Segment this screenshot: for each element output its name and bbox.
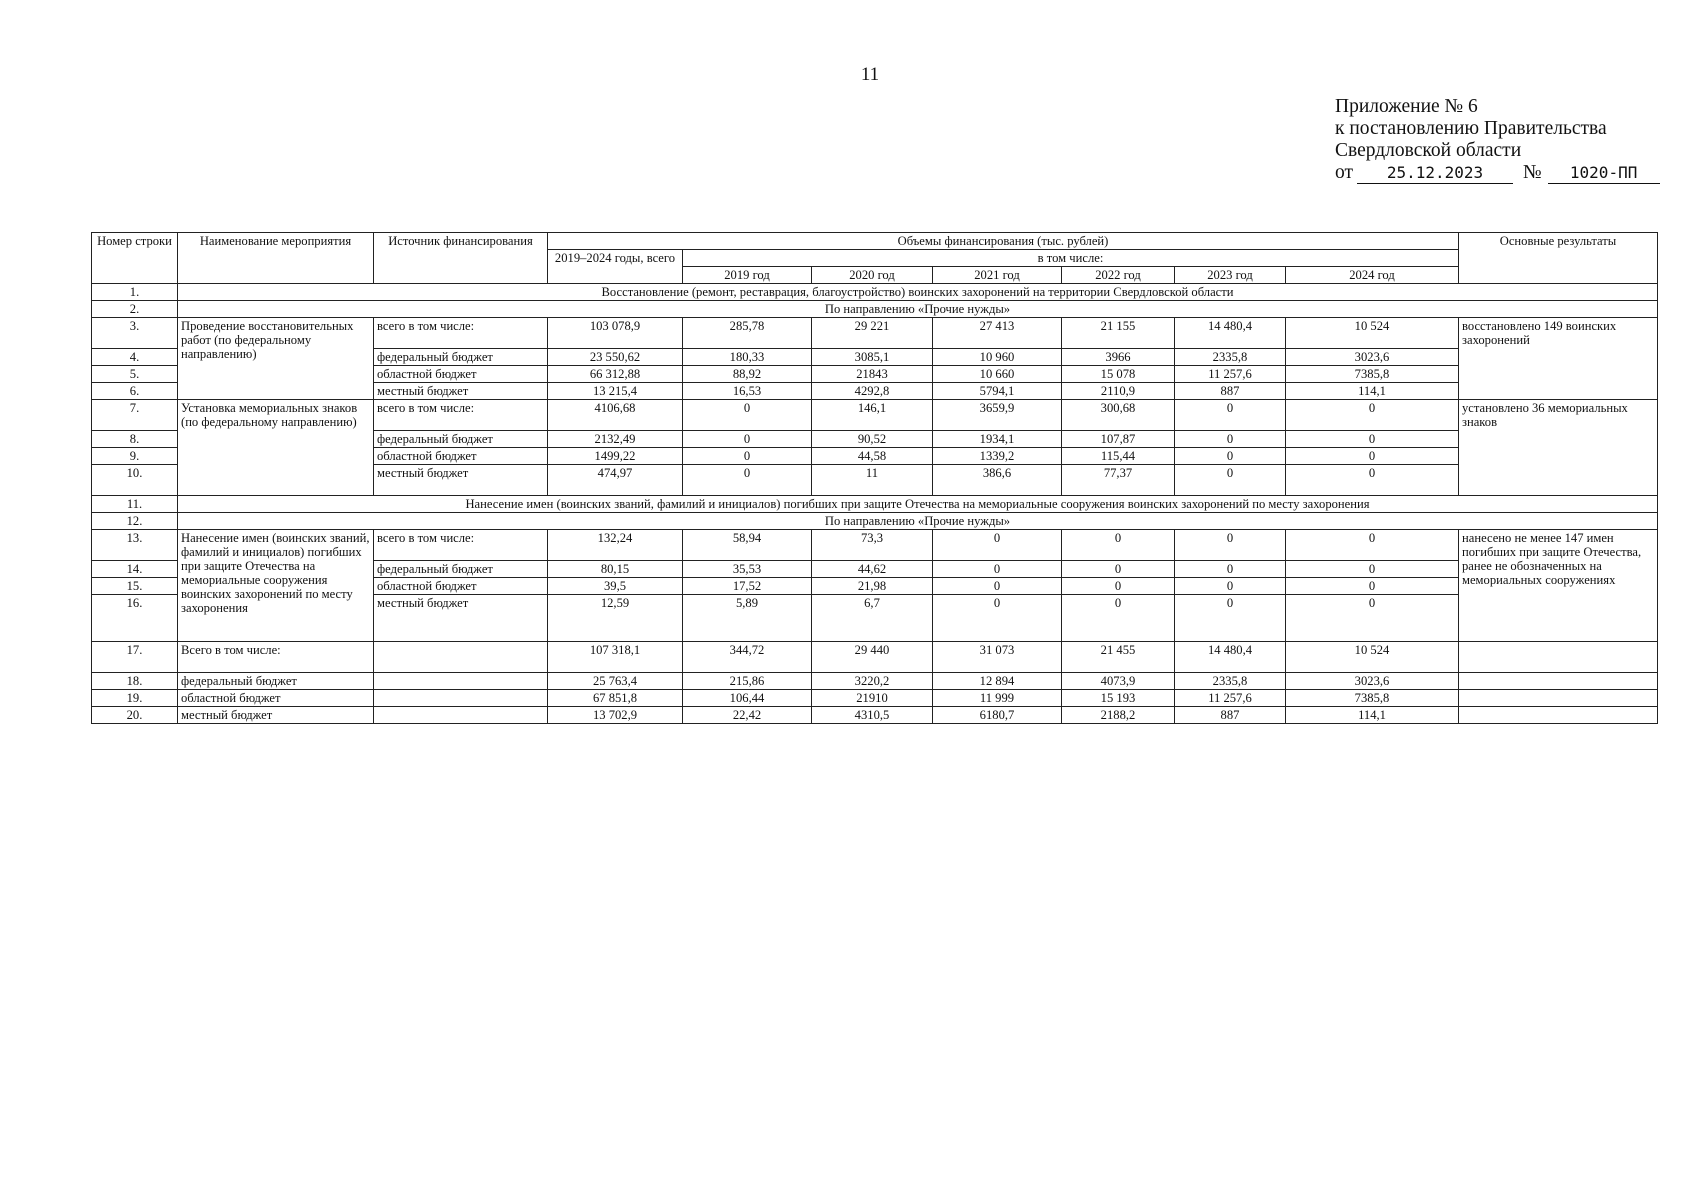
row-number: 9. [92,448,178,465]
header-funding-volumes: Объемы финансирования (тыс. рублей) [548,233,1459,250]
year-value: 22,42 [683,707,812,724]
row-number: 14. [92,561,178,578]
event-name: Установка мемориальных знаков (по федеральному направлению) [178,400,374,496]
total-value: 67 851,8 [548,690,683,707]
year-value: 44,62 [812,561,933,578]
total-value: 13 215,4 [548,383,683,400]
year-value: 0 [1175,465,1286,496]
funding-source: федеральный бюджет [374,561,548,578]
total-value: 107 318,1 [548,642,683,673]
row-number: 2. [92,301,178,318]
year-value: 4292,8 [812,383,933,400]
year-value: 3023,6 [1286,349,1459,366]
year-value: 3023,6 [1286,673,1459,690]
year-value: 3659,9 [933,400,1062,431]
year-value: 2335,8 [1175,673,1286,690]
year-value: 146,1 [812,400,933,431]
row-number: 4. [92,349,178,366]
year-value: 107,87 [1062,431,1175,448]
section-title: Восстановление (ремонт, реставрация, благоустройство) воинских захоронений на территории Свердловской области [178,284,1658,301]
year-value: 180,33 [683,349,812,366]
year-value: 6,7 [812,595,933,642]
year-value: 0 [1062,561,1175,578]
year-value: 58,94 [683,530,812,561]
subsection-title: По направлению «Прочие нужды» [178,513,1658,530]
total-value: 25 763,4 [548,673,683,690]
event-name: Нанесение имен (воинских званий, фамилий и инициалов) погибших при защите Отечества на мемориальные сооружения воинских захоронений по месту захоронения [178,530,374,642]
annex-line-resolution: к постановлению Правительства [1335,118,1607,139]
year-value: 7385,8 [1286,366,1459,383]
total-label: Всего в том числе: [178,642,374,673]
year-value: 0 [1062,578,1175,595]
header-main-results: Основные результаты [1459,233,1658,284]
row-number: 18. [92,673,178,690]
year-value: 0 [1062,595,1175,642]
year-value: 31 073 [933,642,1062,673]
funding-source: федеральный бюджет [374,431,548,448]
year-value: 1339,2 [933,448,1062,465]
year-value: 21,98 [812,578,933,595]
year-value: 344,72 [683,642,812,673]
year-value: 16,53 [683,383,812,400]
row-number: 6. [92,383,178,400]
year-value: 11 [812,465,933,496]
year-value: 0 [1286,530,1459,561]
row-number: 16. [92,595,178,642]
row-number: 12. [92,513,178,530]
row-number: 1. [92,284,178,301]
year-value: 2188,2 [1062,707,1175,724]
year-value: 29 221 [812,318,933,349]
year-value: 2110,9 [1062,383,1175,400]
resolution-date: 25.12.2023 [1357,163,1513,184]
year-value: 0 [1175,561,1286,578]
year-value: 300,68 [1062,400,1175,431]
row-number: 19. [92,690,178,707]
header-year: 2019 год [683,267,812,284]
year-value: 0 [1286,448,1459,465]
row-number: 5. [92,366,178,383]
year-value: 12 894 [933,673,1062,690]
header-row-number: Номер строки [92,233,178,284]
year-value: 0 [933,530,1062,561]
funding-source: местный бюджет [374,383,548,400]
year-value: 0 [1175,448,1286,465]
year-value: 7385,8 [1286,690,1459,707]
row-number: 8. [92,431,178,448]
year-value: 21 155 [1062,318,1175,349]
header-year: 2020 год [812,267,933,284]
year-value: 14 480,4 [1175,642,1286,673]
total-label: областной бюджет [178,690,374,707]
year-value: 0 [1286,431,1459,448]
year-value: 0 [1062,530,1175,561]
total-value: 80,15 [548,561,683,578]
year-value: 115,44 [1062,448,1175,465]
year-value: 0 [1286,561,1459,578]
year-value: 17,52 [683,578,812,595]
year-value: 35,53 [683,561,812,578]
year-value: 90,52 [812,431,933,448]
year-value: 21910 [812,690,933,707]
year-value: 0 [933,561,1062,578]
year-value: 0 [933,578,1062,595]
header-event-name: Наименование мероприятия [178,233,374,284]
year-value: 1934,1 [933,431,1062,448]
year-value: 11 257,6 [1175,690,1286,707]
year-value: 88,92 [683,366,812,383]
funding-source: всего в том числе: [374,400,548,431]
annex-title: Приложение № 6 [1335,96,1478,117]
row-number: 3. [92,318,178,349]
header-funding-source: Источник финансирования [374,233,548,284]
row-number: 7. [92,400,178,431]
year-value: 0 [1286,465,1459,496]
funding-source: местный бюджет [374,465,548,496]
year-value: 0 [1175,530,1286,561]
funding-source: местный бюджет [374,595,548,642]
funding-source [374,707,548,724]
year-value: 0 [1175,595,1286,642]
year-value: 0 [1286,578,1459,595]
funding-source [374,642,548,673]
year-value: 0 [1175,578,1286,595]
year-value: 77,37 [1062,465,1175,496]
total-value: 39,5 [548,578,683,595]
header-including: в том числе: [683,250,1459,267]
funding-source [374,673,548,690]
header-total-years: 2019–2024 годы, всего [548,250,683,284]
year-value: 73,3 [812,530,933,561]
header-year: 2021 год [933,267,1062,284]
row-number: 17. [92,642,178,673]
annex-date-line [1335,162,1660,184]
funding-source: областной бюджет [374,448,548,465]
year-value: 21843 [812,366,933,383]
year-value: 0 [683,400,812,431]
annex-header [1335,96,1660,184]
total-value: 23 550,62 [548,349,683,366]
year-value: 3085,1 [812,349,933,366]
total-value: 103 078,9 [548,318,683,349]
year-value: 0 [1286,595,1459,642]
year-value: 27 413 [933,318,1062,349]
funding-source: всего в том числе: [374,530,548,561]
year-value: 0 [1286,400,1459,431]
from-label: от [1335,162,1354,183]
total-label: федеральный бюджет [178,673,374,690]
year-value: 14 480,4 [1175,318,1286,349]
header-year: 2024 год [1286,267,1459,284]
year-value: 29 440 [812,642,933,673]
year-value: 10 524 [1286,642,1459,673]
row-number: 13. [92,530,178,561]
year-value: 0 [1175,400,1286,431]
year-value: 0 [933,595,1062,642]
year-value: 15 193 [1062,690,1175,707]
funding-source: федеральный бюджет [374,349,548,366]
main-result [1459,673,1658,690]
section-title: Нанесение имен (воинских званий, фамилий и инициалов) погибших при защите Отечества на мемориальные сооружения воинских захоронений по месту захоронения [178,496,1658,513]
main-result [1459,707,1658,724]
row-number: 10. [92,465,178,496]
year-value: 4073,9 [1062,673,1175,690]
year-value: 0 [683,448,812,465]
year-value: 5794,1 [933,383,1062,400]
year-value: 11 257,6 [1175,366,1286,383]
year-value: 11 999 [933,690,1062,707]
year-value: 0 [683,431,812,448]
year-value: 114,1 [1286,383,1459,400]
year-value: 0 [683,465,812,496]
number-label: № [1523,162,1542,183]
main-result [1459,690,1658,707]
year-value: 3966 [1062,349,1175,366]
main-result: нанесено не менее 147 имен погибших при защите Отечества, ранее не обозначенных на мемориальных сооружениях [1459,530,1658,642]
year-value: 10 524 [1286,318,1459,349]
year-value: 4310,5 [812,707,933,724]
financing-table [91,232,1658,724]
year-value: 887 [1175,383,1286,400]
year-value: 0 [1175,431,1286,448]
subsection-title: По направлению «Прочие нужды» [178,301,1658,318]
year-value: 285,78 [683,318,812,349]
year-value: 21 455 [1062,642,1175,673]
total-value: 1499,22 [548,448,683,465]
year-value: 106,44 [683,690,812,707]
year-value: 5,89 [683,595,812,642]
year-value: 887 [1175,707,1286,724]
year-value: 10 660 [933,366,1062,383]
row-number: 20. [92,707,178,724]
total-label: местный бюджет [178,707,374,724]
header-year: 2022 год [1062,267,1175,284]
year-value: 2335,8 [1175,349,1286,366]
total-value: 4106,68 [548,400,683,431]
event-name: Проведение восстановительных работ (по федеральному направлению) [178,318,374,400]
annex-line-region: Свердловской области [1335,140,1522,161]
year-value: 215,86 [683,673,812,690]
funding-source [374,690,548,707]
year-value: 114,1 [1286,707,1459,724]
total-value: 474,97 [548,465,683,496]
row-number: 11. [92,496,178,513]
year-value: 44,58 [812,448,933,465]
year-value: 3220,2 [812,673,933,690]
main-result: восстановлено 149 воинских захоронений [1459,318,1658,400]
main-result [1459,642,1658,673]
total-value: 2132,49 [548,431,683,448]
year-value: 386,6 [933,465,1062,496]
main-result: установлено 36 мемориальных знаков [1459,400,1658,496]
total-value: 12,59 [548,595,683,642]
total-value: 66 312,88 [548,366,683,383]
total-value: 13 702,9 [548,707,683,724]
row-number: 15. [92,578,178,595]
page-number: 11 [860,64,880,85]
total-value: 132,24 [548,530,683,561]
year-value: 15 078 [1062,366,1175,383]
year-value: 10 960 [933,349,1062,366]
funding-source: областной бюджет [374,366,548,383]
funding-source: областной бюджет [374,578,548,595]
resolution-number: 1020-ПП [1548,163,1660,184]
funding-source: всего в том числе: [374,318,548,349]
year-value: 6180,7 [933,707,1062,724]
header-year: 2023 год [1175,267,1286,284]
